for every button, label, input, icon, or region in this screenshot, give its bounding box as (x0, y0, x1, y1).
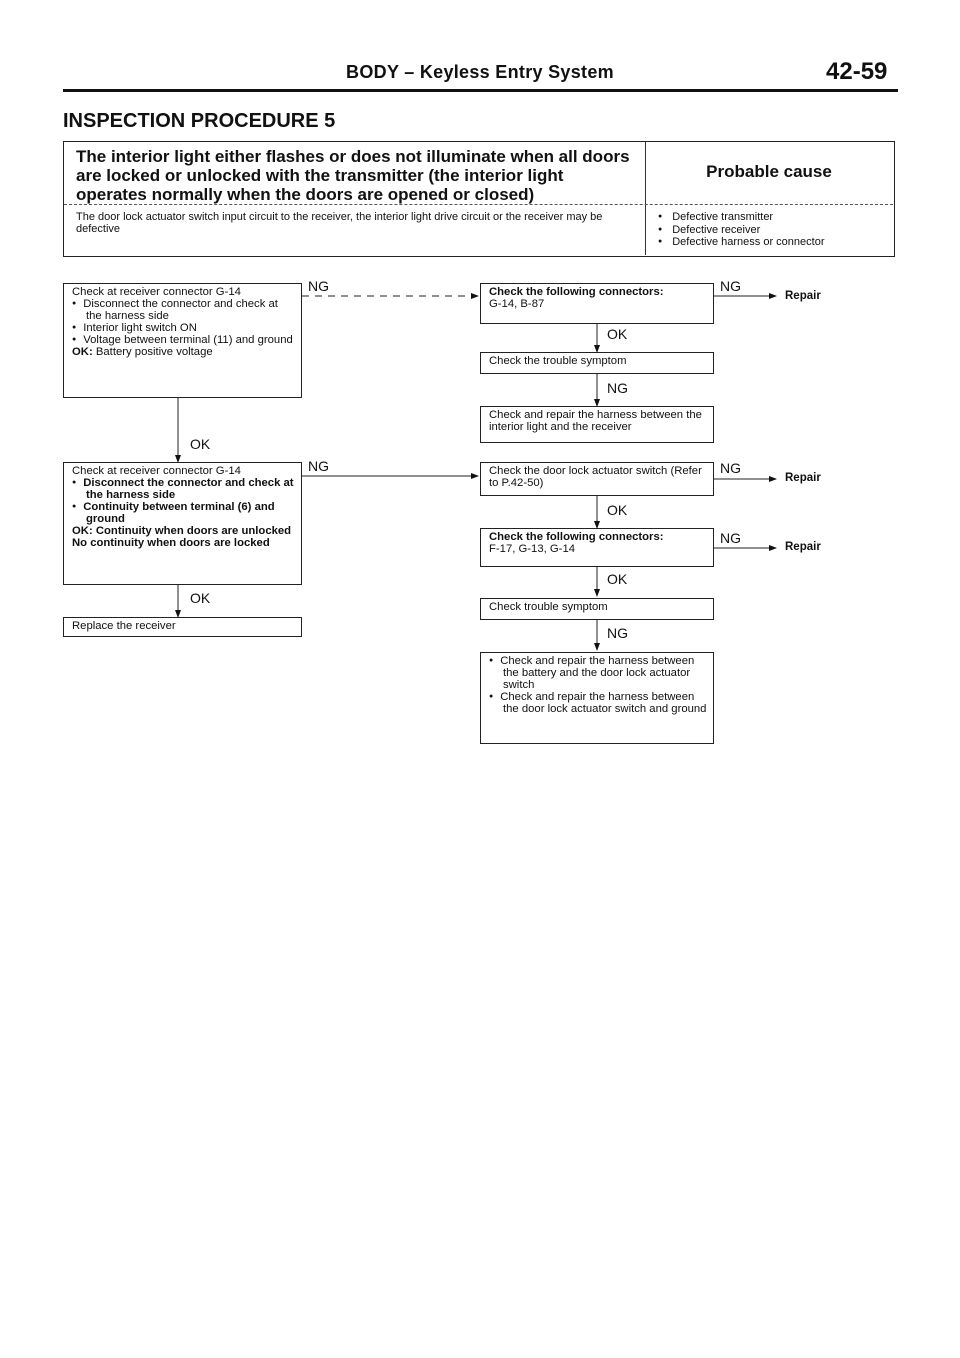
label-ok: OK (607, 502, 628, 518)
label-ng: NG (720, 278, 741, 294)
symptom-text: The interior light either flashes or does not illuminate when all doors are locked or unlocked with the transmitter (the interior light operates normally when the doors are opened or closed) (76, 147, 630, 204)
cause-item: ● Defective harness or connector (658, 236, 824, 249)
box-item: ● Check and repair the harness between the battery and the door lock actuator switch (489, 655, 707, 691)
check-symptom-box-1 (480, 352, 714, 374)
box-title: Check the following connectors: (489, 531, 664, 543)
box-item: ● Interior light switch ON (72, 322, 295, 334)
label-ng: NG (720, 530, 741, 546)
box-text: Check the door lock actuator switch (Refer to P.42-50) (489, 465, 702, 489)
cause-item: ● Defective receiver (658, 224, 824, 237)
ok-criteria: OK: Battery positive voltage (72, 346, 213, 358)
label-ng: NG (308, 458, 329, 474)
label-ok: OK (190, 590, 211, 606)
box-items (489, 655, 707, 715)
check-box-voltage (63, 283, 302, 398)
box-items (72, 477, 295, 525)
check-connectors-box-2 (480, 528, 714, 567)
box-title: Check at receiver connector G-14 (72, 465, 241, 477)
symptom-description: The door lock actuator switch input circuit to the receiver, the interior light drive circuit or the receiver may be defective (76, 211, 603, 235)
box-title: Check the following connectors: (489, 286, 664, 298)
box-item: ● Disconnect the connector and check at the harness side (72, 298, 295, 322)
label-ok: OK (607, 571, 628, 587)
cause-item: ● Defective transmitter (658, 211, 824, 224)
box-item: ● Voltage between terminal (11) and ground (72, 334, 295, 346)
label-ng: NG (607, 625, 628, 641)
box-text: Replace the receiver (72, 620, 176, 632)
box-item: ● Check and repair the harness between the door lock actuator switch and ground (489, 691, 707, 715)
check-box-continuity (63, 462, 302, 585)
check-actuator-switch-box (480, 462, 714, 496)
procedure-title: INSPECTION PROCEDURE 5 (63, 110, 336, 132)
box-text: Check the trouble symptom (489, 355, 627, 367)
check-connectors-box-1 (480, 283, 714, 324)
ok-criteria: OK: Continuity when doors are unlocked (72, 525, 292, 537)
repair-label: Repair (785, 290, 821, 302)
repair-harness-actuator-box (480, 652, 714, 744)
box-text: Check trouble symptom (489, 601, 608, 613)
probable-cause-heading: Probable cause (706, 162, 832, 181)
box-items (72, 298, 295, 346)
check-symptom-box-2 (480, 598, 714, 620)
ok-criteria-second: No continuity when doors are locked (72, 537, 270, 549)
label-ng: NG (308, 278, 329, 294)
box-title: Check at receiver connector G-14 (72, 286, 241, 298)
page-number: 42-59 (826, 58, 888, 85)
box-text: F-17, G-13, G-14 (489, 543, 576, 555)
box-text: Check and repair the harness between the interior light and the receiver (489, 409, 702, 433)
label-ok: OK (190, 436, 211, 452)
repair-label: Repair (785, 472, 821, 484)
box-item: ● Continuity between terminal (6) and ground (72, 501, 295, 525)
label-ng: NG (607, 380, 628, 396)
repair-harness-box (480, 406, 714, 443)
repair-label: Repair (785, 541, 821, 553)
section-title: BODY – Keyless Entry System (346, 62, 614, 82)
label-ok: OK (607, 326, 628, 342)
replace-receiver-box (63, 617, 302, 637)
label-ng: NG (720, 460, 741, 476)
box-text: G-14, B-87 (489, 298, 545, 310)
box-item: ● Disconnect the connector and check at the harness side (72, 477, 295, 501)
